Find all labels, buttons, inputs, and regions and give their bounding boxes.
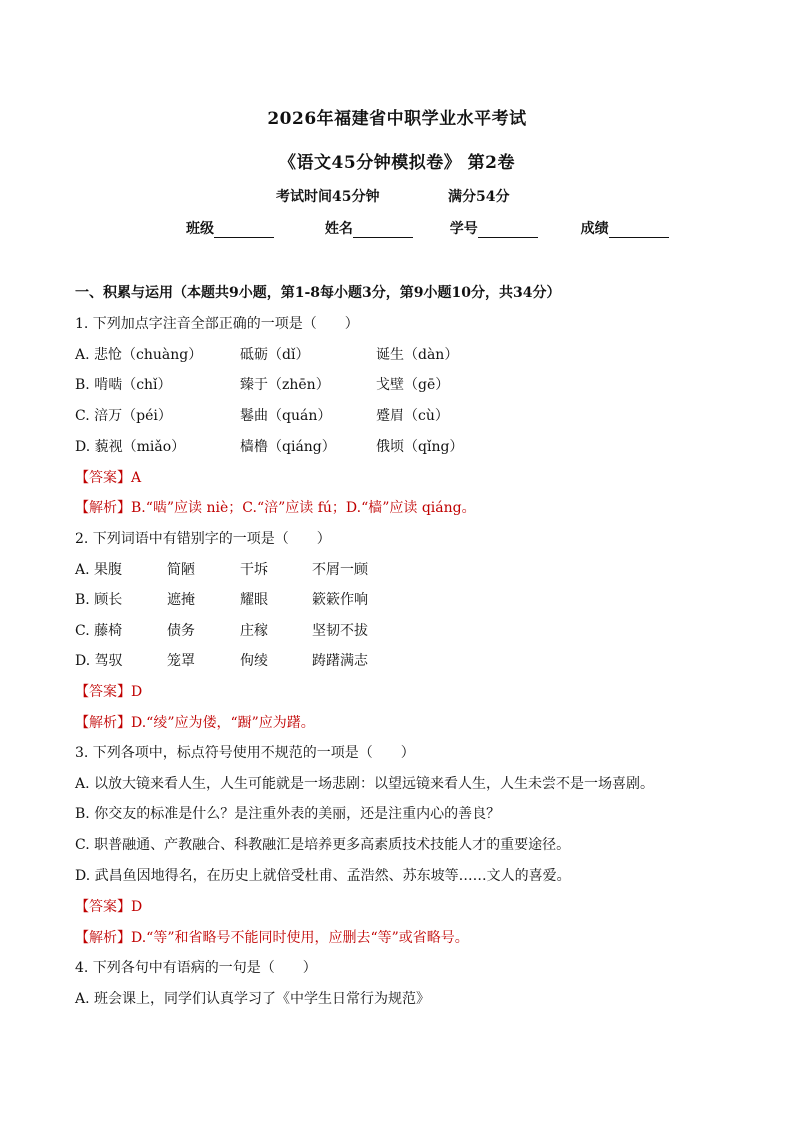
q3-explanation: 【解析】D.“等”和省略号不能同时使用，应删去“等”或省略号。	[75, 930, 469, 946]
q2-answer: 【答案】D	[75, 684, 143, 700]
q3-option-c: C. 职普融通、产教融合、科教融汇是培养更多高素质技术技能人才的重要途径。	[75, 837, 571, 853]
student-id-field[interactable]: 学号	[450, 218, 538, 238]
student-info-fields	[186, 218, 669, 238]
q1-answer: 【答案】A	[75, 470, 142, 486]
grade-field[interactable]: 成绩	[581, 218, 669, 238]
q3-answer: 【答案】D	[75, 899, 143, 915]
q4-option-a: A. 班会课上，同学们认真学习了《中学生日常行为规范》	[75, 991, 431, 1007]
q3-option-d: D. 武昌鱼因地得名，在历史上就倍受杜甫、孟浩然、苏东坡等……文人的喜爱。	[75, 868, 571, 884]
q3-option-b: B. 你交友的标准是什么？是注重外表的美丽，还是注重内心的善良？	[75, 806, 501, 822]
question-3-stem: 3. 下列各项中，标点符号使用不规范的一项是（ ）	[75, 745, 415, 761]
q2-explanation: 【解析】D.“绫”应为偻，“蹰”应为躇。	[75, 715, 315, 731]
exam-title: 2026年福建省中职学业水平考试	[267, 109, 527, 129]
question-1-stem: 1. 下列加点字注音全部正确的一项是（ ）	[75, 316, 359, 332]
name-field[interactable]: 姓名	[325, 218, 413, 238]
q1-explanation: 【解析】B.“啮”应读 niè；C.“涪”应读 fú；D.“樯”应读 qiáng。	[75, 500, 476, 516]
exam-score: 满分54分	[448, 189, 510, 205]
section-heading: 一、积累与运用（本题共9小题，第1-8每小题3分，第9小题10分，共34分）	[75, 285, 561, 301]
question-4-stem: 4. 下列各句中有语病的一句是（ ）	[75, 960, 317, 976]
exam-page: 2026年福建省中职学业水平考试 《语文45分钟模拟卷》 第2卷 考试时间45分钟 满分54分 班级 姓名 学号 成绩 一、积累与运用（本题共9小题，第1-8每小题3分，第9小题10分，共34分） 1. 下列加点字注音全部正确的一项是（ ） A. 悲怆（chuàng） 砥砺（dǐ） 诞生（dàn） B. 啃啮（chǐ） 臻于（zhēn） 戈壁（gē） C. 涪万（péi） 鬈曲（quán） 蹙眉（cù） D. 藐视（miǎo） 樯橹（qiáng） 俄顷（qǐng） 【答案】A 【解析】B.“啮”应读 niè；C.“涪”应读 fú；D.“樯”应读 qiáng。 2. 下列词语中有错别字的一项是（ ） A. 果腹 简陋 干坼 不屑一顾 B. 顾长 遮掩 耀眼 簌簌作响 C. 藤椅 债务 庄稼 坚韧不拔 D. 驾驭 笼罩 佝绫 踌躇满志 【答案】D 【解析】D.“绫”应为偻，“蹰”应为躇。 3. 下列各项中，标点符号使用不规范的一项是（ ） A. 以放大镜来看人生，人生可能就是一场悲剧：以望远镜来看人生，人生未尝不是一场喜剧。 B. 你交友的标准是什么？是注重外表的美丽，还是注重内心的善良？ C. 职普融通、产教融合、科教融汇是培养更多高素质技术技能人才的重要途径。 D. 武昌鱼因地得名，在历史上就倍受杜甫、孟浩然、苏东坡等……文人的喜爱。 【答案】D 【解析】D.“等”和省略号不能同时使用，应删去“等”或省略号。 4. 下列各句中有语病的一句是（ ） A. 班会课上，同学们认真学习了《中学生日常行为规范》	[0, 0, 794, 1123]
q3-option-a: A. 以放大镜来看人生，人生可能就是一场悲剧：以望远镜来看人生，人生未尝不是一场喜剧。	[75, 776, 655, 792]
exam-time: 考试时间45分钟	[276, 189, 380, 205]
class-field[interactable]: 班级	[186, 218, 274, 238]
question-2-stem: 2. 下列词语中有错别字的一项是（ ）	[75, 531, 331, 547]
exam-subtitle: 《语文45分钟模拟卷》 第2卷	[279, 153, 515, 173]
